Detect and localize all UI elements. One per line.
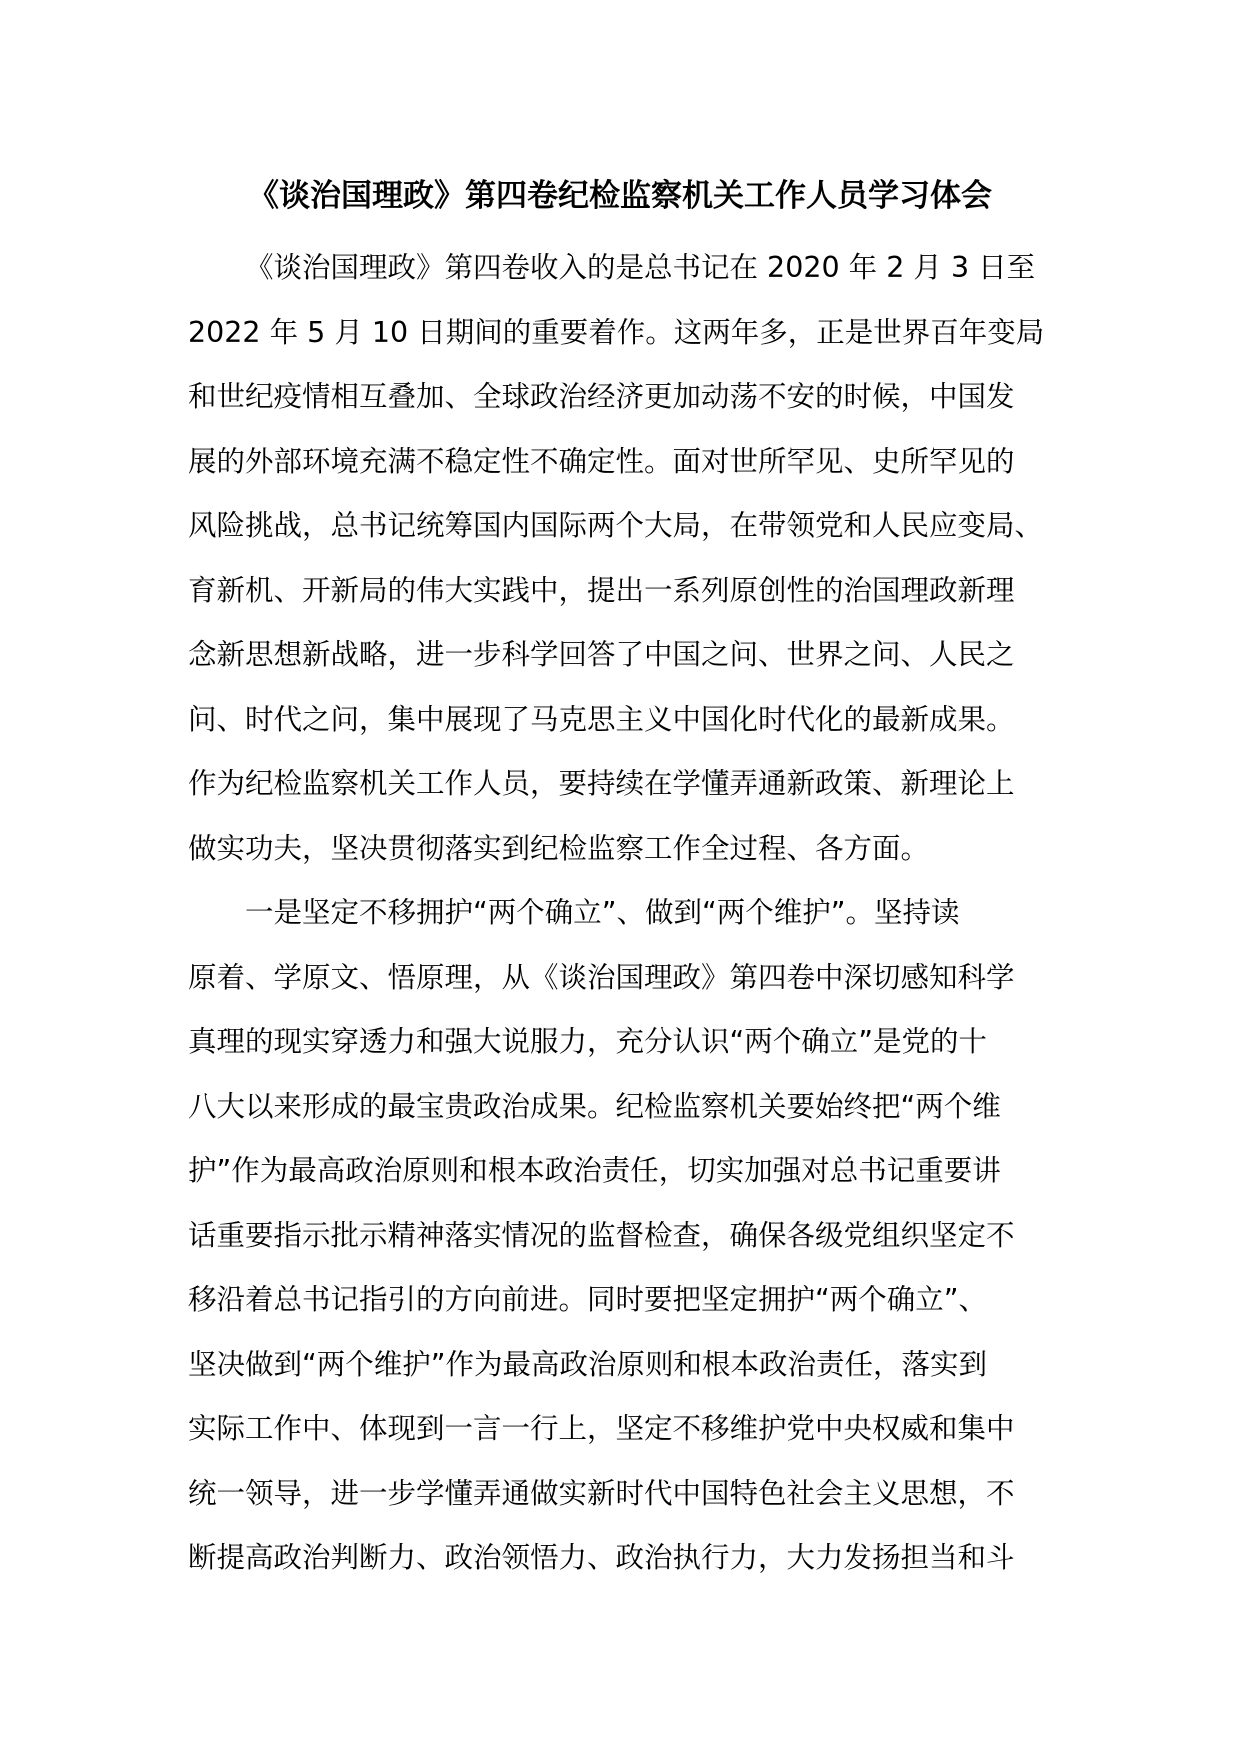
text-line: 作为纪检监察机关工作人员，要持续在学懂弄通新政策、新理论上 xyxy=(188,767,1015,800)
text-line: 统一领导，进一步学懂弄通做实新时代中国特色社会主义思想，不 xyxy=(188,1476,1015,1510)
paragraph-1 xyxy=(188,236,1068,881)
text-line: 一是坚定不移拥护“两个确立”、做到“两个维护”。坚持读 xyxy=(245,896,960,929)
text-line: 念新思想新战略，进一步科学回答了中国之问、世界之问、人民之 xyxy=(188,638,1015,671)
text-line: 移沿着总书记指引的方向前进。同时要把坚定拥护“两个确立”、 xyxy=(188,1283,988,1316)
text-line: 八大以来形成的最宝贵政治成果。纪检监察机关要始终把“两个维 xyxy=(188,1089,1001,1123)
text-line: 风险挑战，总书记统筹国内国际两个大局，在带领党和人民应变局、 xyxy=(188,509,1044,542)
text-line: 做实功夫，坚决贯彻落实到纪检监察工作全过程、各方面。 xyxy=(188,831,930,865)
document-title: 《谈治国理政》第四卷纪检监察机关工作人员学习体会 xyxy=(248,178,992,214)
text-line: 展的外部环境充满不稳定性不确定性。面对世所罕见、史所罕见的 xyxy=(188,444,1015,478)
text-line: 和世纪疫情相互叠加、全球政治经济更加动荡不安的时候，中国发 xyxy=(188,380,1015,413)
text-line: 原着、学原文、悟原理，从《谈治国理政》第四卷中深切感知科学 xyxy=(188,960,1015,994)
text-line: 坚决做到“两个维护”作为最高政治原则和根本政治责任，落实到 xyxy=(188,1347,988,1381)
document-body xyxy=(188,236,1068,1591)
text-line: 实际工作中、体现到一言一行上，坚定不移维护党中央权威和集中 xyxy=(188,1412,1015,1445)
text-line: 问、时代之问，集中展现了马克思主义中国化时代化的最新成果。 xyxy=(188,702,1015,736)
text-line: 2022 年 5 月 10 日期间的重要着作。这两年多，正是世界百年变局 xyxy=(188,315,1045,349)
paragraph-2 xyxy=(188,881,1068,1591)
text-line: 断提高政治判断力、政治领悟力、政治执行力，大力发扬担当和斗 xyxy=(188,1541,1015,1574)
text-line: 护”作为最高政治原则和根本政治责任，切实加强对总书记重要讲 xyxy=(188,1154,1001,1187)
text-line: 育新机、开新局的伟大实践中，提出一系列原创性的治国理政新理 xyxy=(188,573,1015,607)
text-line: 话重要指示批示精神落实情况的监督检查，确保各级党组织坚定不 xyxy=(188,1218,1015,1252)
text-line: 《谈治国理政》第四卷收入的是总书记在 2020 年 2 月 3 日至 xyxy=(245,251,1036,284)
text-line: 真理的现实穿透力和强大说服力，充分认识“两个确立”是党的十 xyxy=(188,1025,988,1058)
